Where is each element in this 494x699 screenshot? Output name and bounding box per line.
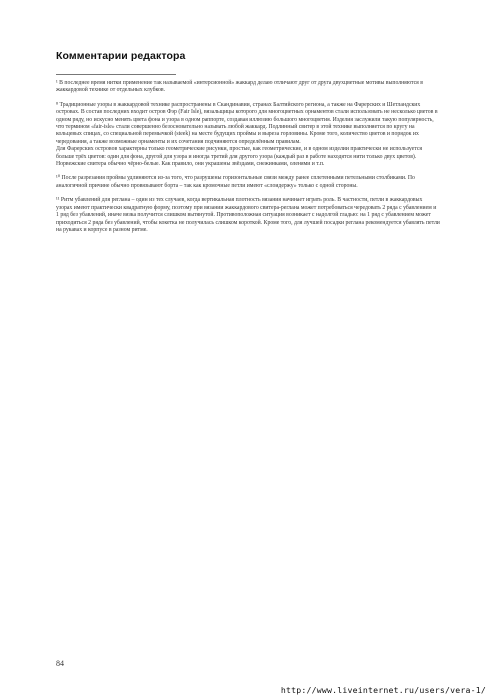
footnote-paragraph: ¹ В последнее время нитки применение так называемой «интерсионной» жаккард делаю отличают друг от друга двухцветные мотивы выполняются в жаккардовой технике от отдельных клубков. (56, 80, 423, 94)
footnote-paragraph: ⁸ Традиционные узоры в жаккардовой технике распространены в Скандинавии, странах Балтийского региона, а также на Фарерских и Шетландских островах. В состав последних входит остров Фэр (Fair Isle), вязальщицы которого для многоцветных орнаментов стали использовать не несколько цветов в одном ряду, но искусно менять цвета фона и узора в одном раппорте, создавая иллюзию большого многоцветия. Изделия заслужили такую популярность, что термином «fair-isle» стали совершенно безосновательно называть любой жаккард. Подлинный свитер в этой технике выполняется по кругу на кольцевых спицах, со специальной перемычкой (steek) на месте будущих проймы и выреза горловины. Кроме того, количество цветов и порядок их чередования, а также возможные орнаменты и их сочетания подчиняются определённым правилам. (56, 101, 438, 145)
page-title: Комментарии редактора (56, 50, 186, 62)
footnote-paragraph: ¹¹ Ритм убавлений для реглана – один из тех случаев, когда вертикальная плотность вязания начинает играть роль. В частности, петли в жаккардовых узорах имеют практически квадратную форму, поэтому при вязании жаккардового свитера-реглана может потребоваться чередовать 2 ряда с убавлением и 1 ряд без убавлений, иначе вязка получится слишком вытянутой. Противоположная ситуация возникает с надолгой гладью: на 1 ряд с убавлением может приходиться 2 ряда без убавлений, чтобы кокетка не получилась слишком короткой. Кроме того, для лучшей посадки реглана рекомендуется убавлять петли на рукавах и корпусе в разном ритме. (56, 197, 440, 233)
comments-body (56, 80, 440, 234)
page-number: 84 (56, 659, 64, 668)
title-underline (56, 74, 176, 75)
source-url-footer: http://www.liveinternet.ru/users/vera-1/ (280, 685, 486, 695)
footnote-paragraph: Норвежские свитера обычно чёрно-белые. Как правило, они украшены звёздами, снежинками, оленями и т.п. (56, 161, 325, 168)
footnote-paragraph: ¹⁰ После разрезания проймы удлиняются из-за того, что разрушены горизонтальные связи между ранее сплетенными петельными столбиками. По аналогичной причине обычно провязывают борта – так как кромочные петли имеют «слоидержу» только с одной стороны. (56, 175, 415, 189)
footnote-paragraph: Для Фарерских островов характерны только геометрические рисунки, простые, как геометрические, и в одном изделии практически не используется больше трёх цветов: один для фона, другой для узора и иногда третий для другого узора (каждый раз в работе находятся нити только двух цветов). (56, 146, 423, 160)
